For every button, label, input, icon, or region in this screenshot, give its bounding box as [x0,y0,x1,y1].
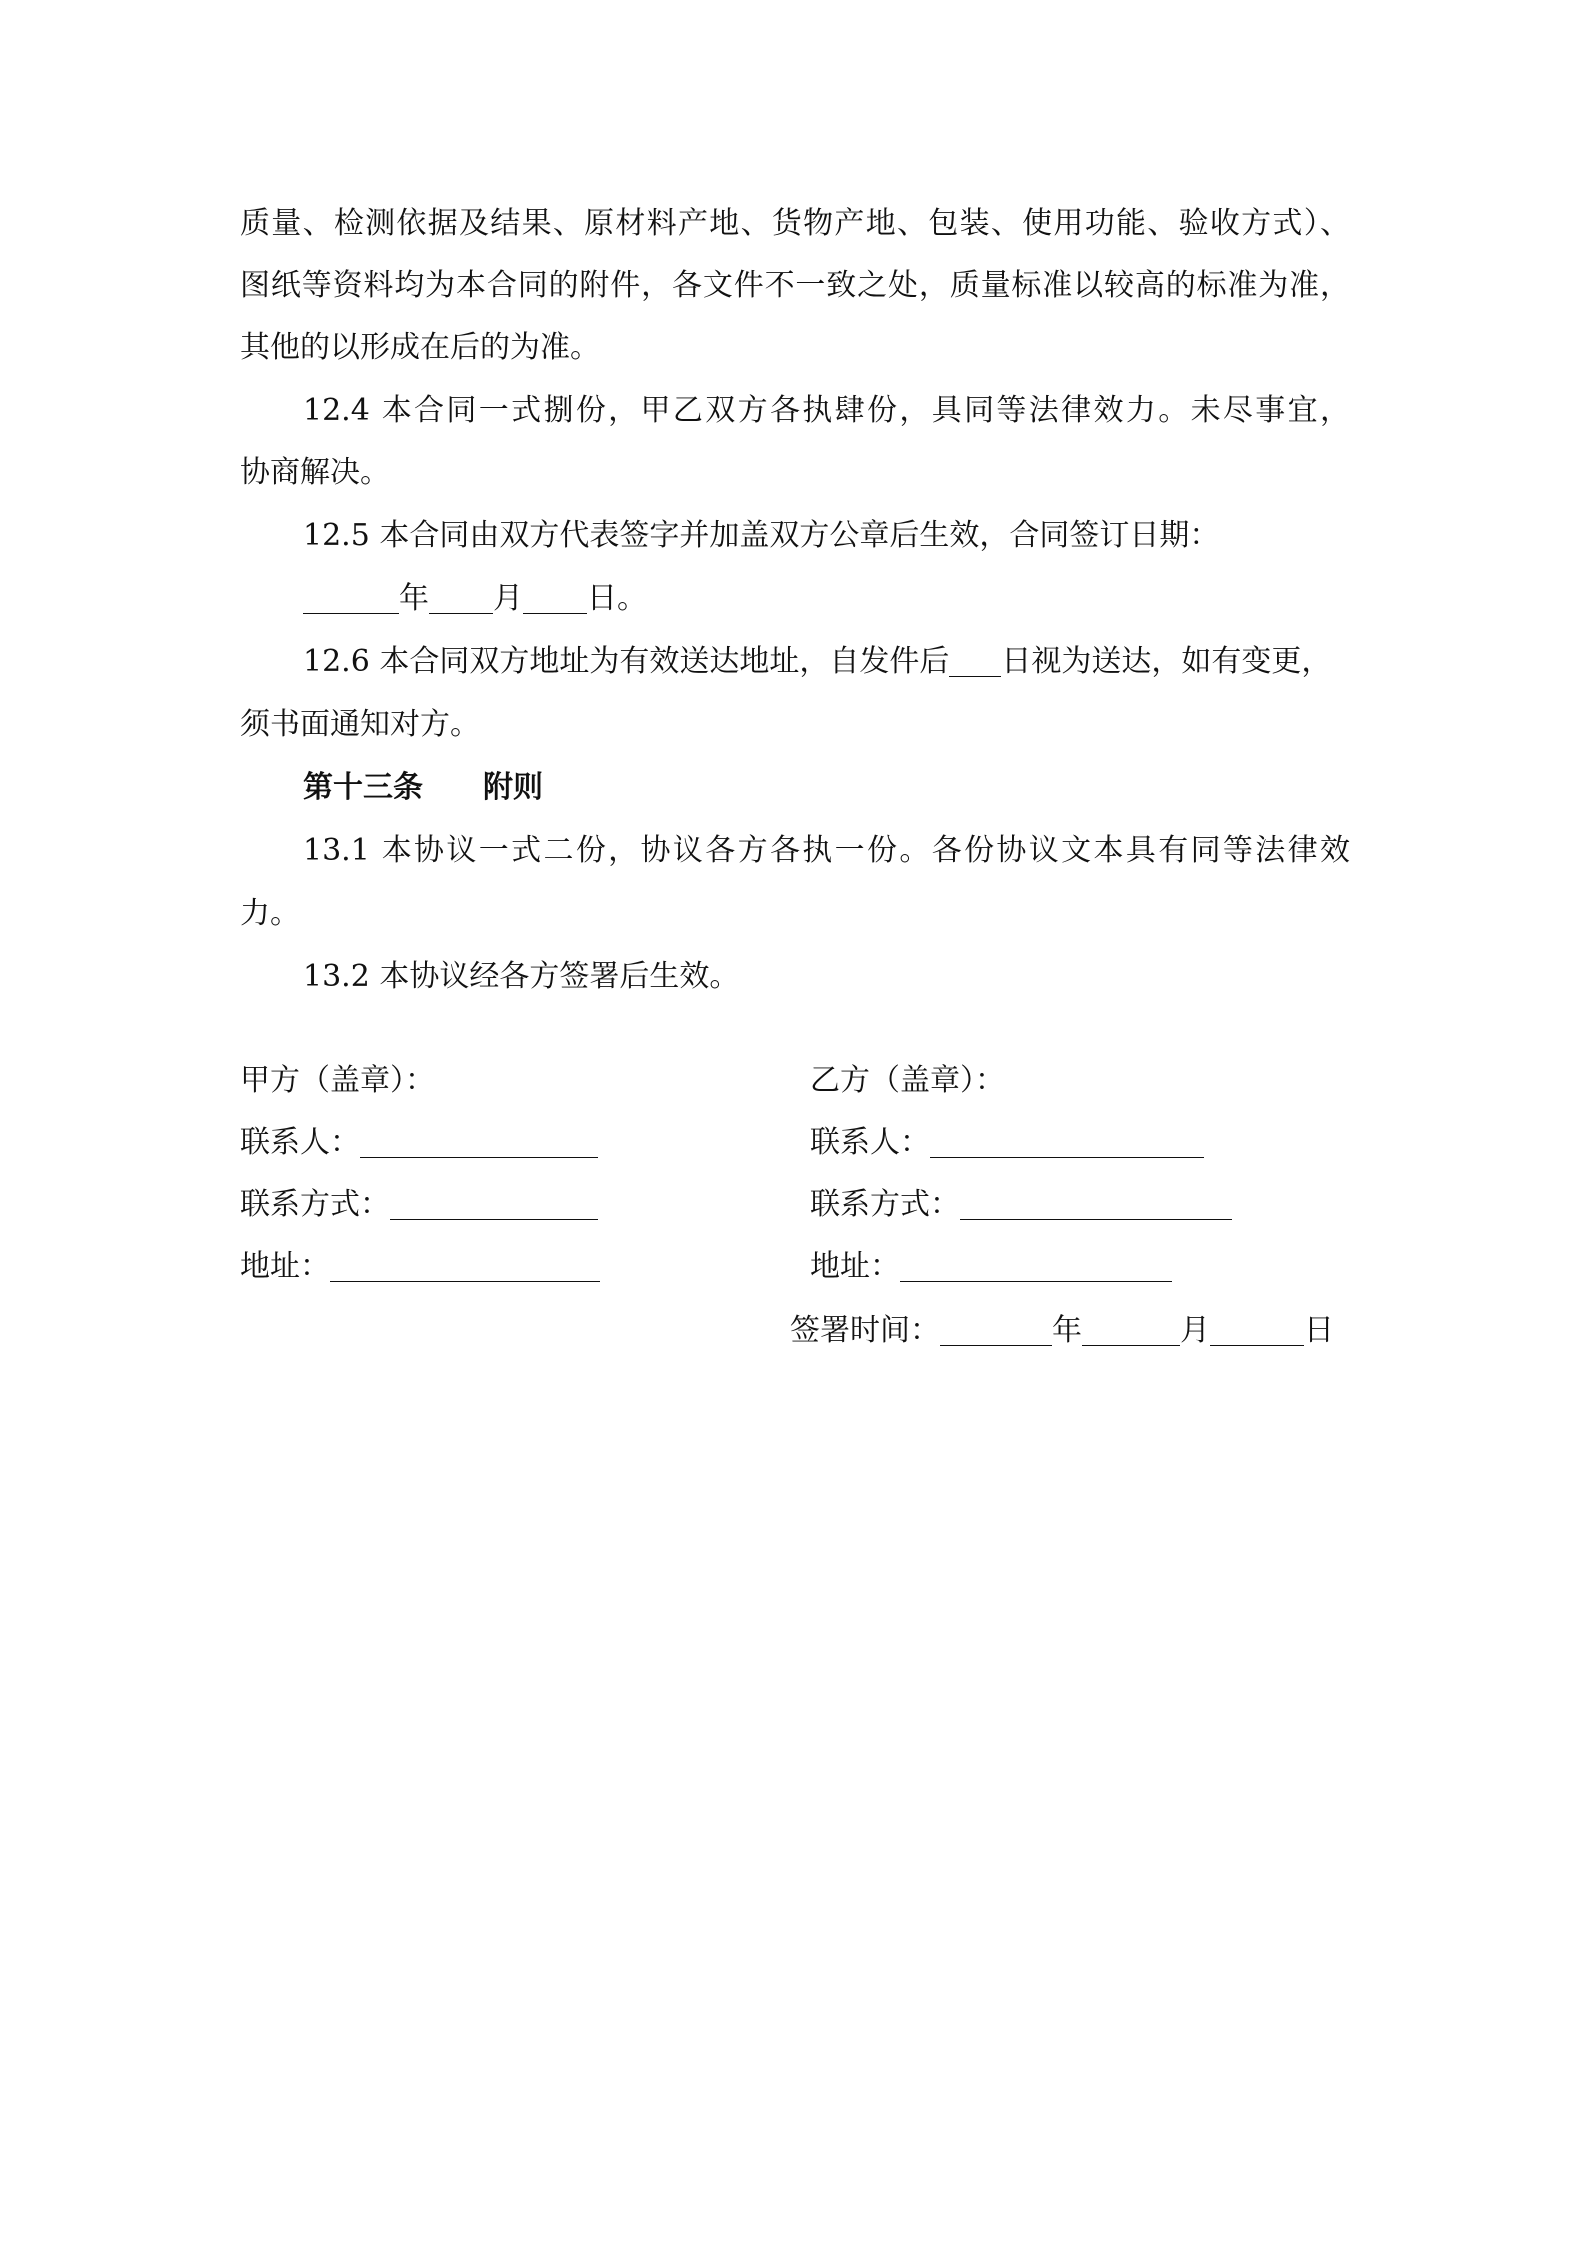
sign-month-label: 月 [1180,1313,1210,1348]
year-blank [303,585,399,614]
month-blank [429,585,493,614]
clause-12-5: 12.5 本合同由双方代表签字并加盖双方公章后生效，合同签订日期： [303,518,1220,553]
clause-12-6-text-a: 12.6 本合同双方地址为有效送达地址，自发件后 [303,644,950,679]
paragraph-line: 质量、检测依据及结果、原材料产地、货物产地、包装、使用功能、验收方式）、 [240,206,1350,241]
clause-13-1: 13.1 本协议一式二份，协议各方各执一份。各份协议文本具有同等法律效 [303,833,1350,868]
clause-12-6-cont: 须书面通知对方。 [240,707,480,742]
contact-method-label: 联系方式： [810,1187,960,1222]
party-b-seal-label: 乙方（盖章）： [810,1063,1005,1098]
clause-12-5-date [303,579,1413,619]
party-b-contact [810,1123,1204,1163]
paragraph-line: 其他的以形成在后的为准。 [240,330,600,365]
clause-12-4-cont: 协商解决。 [240,455,390,490]
sign-time-label: 签署时间： [790,1313,940,1348]
party-b-address [810,1247,1172,1287]
section-13-number: 第十三条 [303,770,423,805]
clause-12-6-text-b: 日视为送达，如有变更， [1001,644,1332,679]
party-b-contact-method [810,1185,1232,1225]
sign-month-blank [1082,1317,1180,1346]
contact-label: 联系人： [810,1125,930,1160]
signing-time [790,1311,1334,1351]
paragraph-line: 图纸等资料均为本合同的附件，各文件不一致之处，质量标准以较高的标准为准， [240,268,1350,303]
address-label: 地址： [810,1249,900,1284]
address-blank [330,1253,600,1282]
contact-blank [360,1129,598,1158]
day-blank [523,585,587,614]
days-blank [949,648,1001,677]
contact-label: 联系人： [240,1125,360,1160]
clause-12-6 [303,642,1413,682]
sign-day-label: 日 [1304,1313,1334,1348]
party-a-contact [240,1123,598,1163]
contact-method-blank [390,1191,598,1220]
party-a-seal-label: 甲方（盖章）： [240,1063,435,1098]
contact-method-blank [960,1191,1232,1220]
clause-12-4: 12.4 本合同一式捌份，甲乙双方各执肆份，具同等法律效力。未尽事宜， [303,393,1350,428]
address-blank [900,1253,1172,1282]
section-13-title: 附则 [483,770,543,805]
contact-blank [930,1129,1204,1158]
sign-year-blank [940,1317,1052,1346]
party-a-contact-method [240,1185,598,1225]
contact-method-label: 联系方式： [240,1187,390,1222]
section-13-heading [303,768,1413,808]
sign-day-blank [1210,1317,1304,1346]
month-label: 月 [493,581,523,616]
day-label: 日。 [587,581,647,616]
sign-year-label: 年 [1052,1313,1082,1348]
address-label: 地址： [240,1249,330,1284]
clause-13-1-cont: 力。 [240,896,300,931]
party-a-address [240,1247,600,1287]
clause-13-2: 13.2 本协议经各方签署后生效。 [303,959,740,994]
year-label: 年 [399,581,429,616]
